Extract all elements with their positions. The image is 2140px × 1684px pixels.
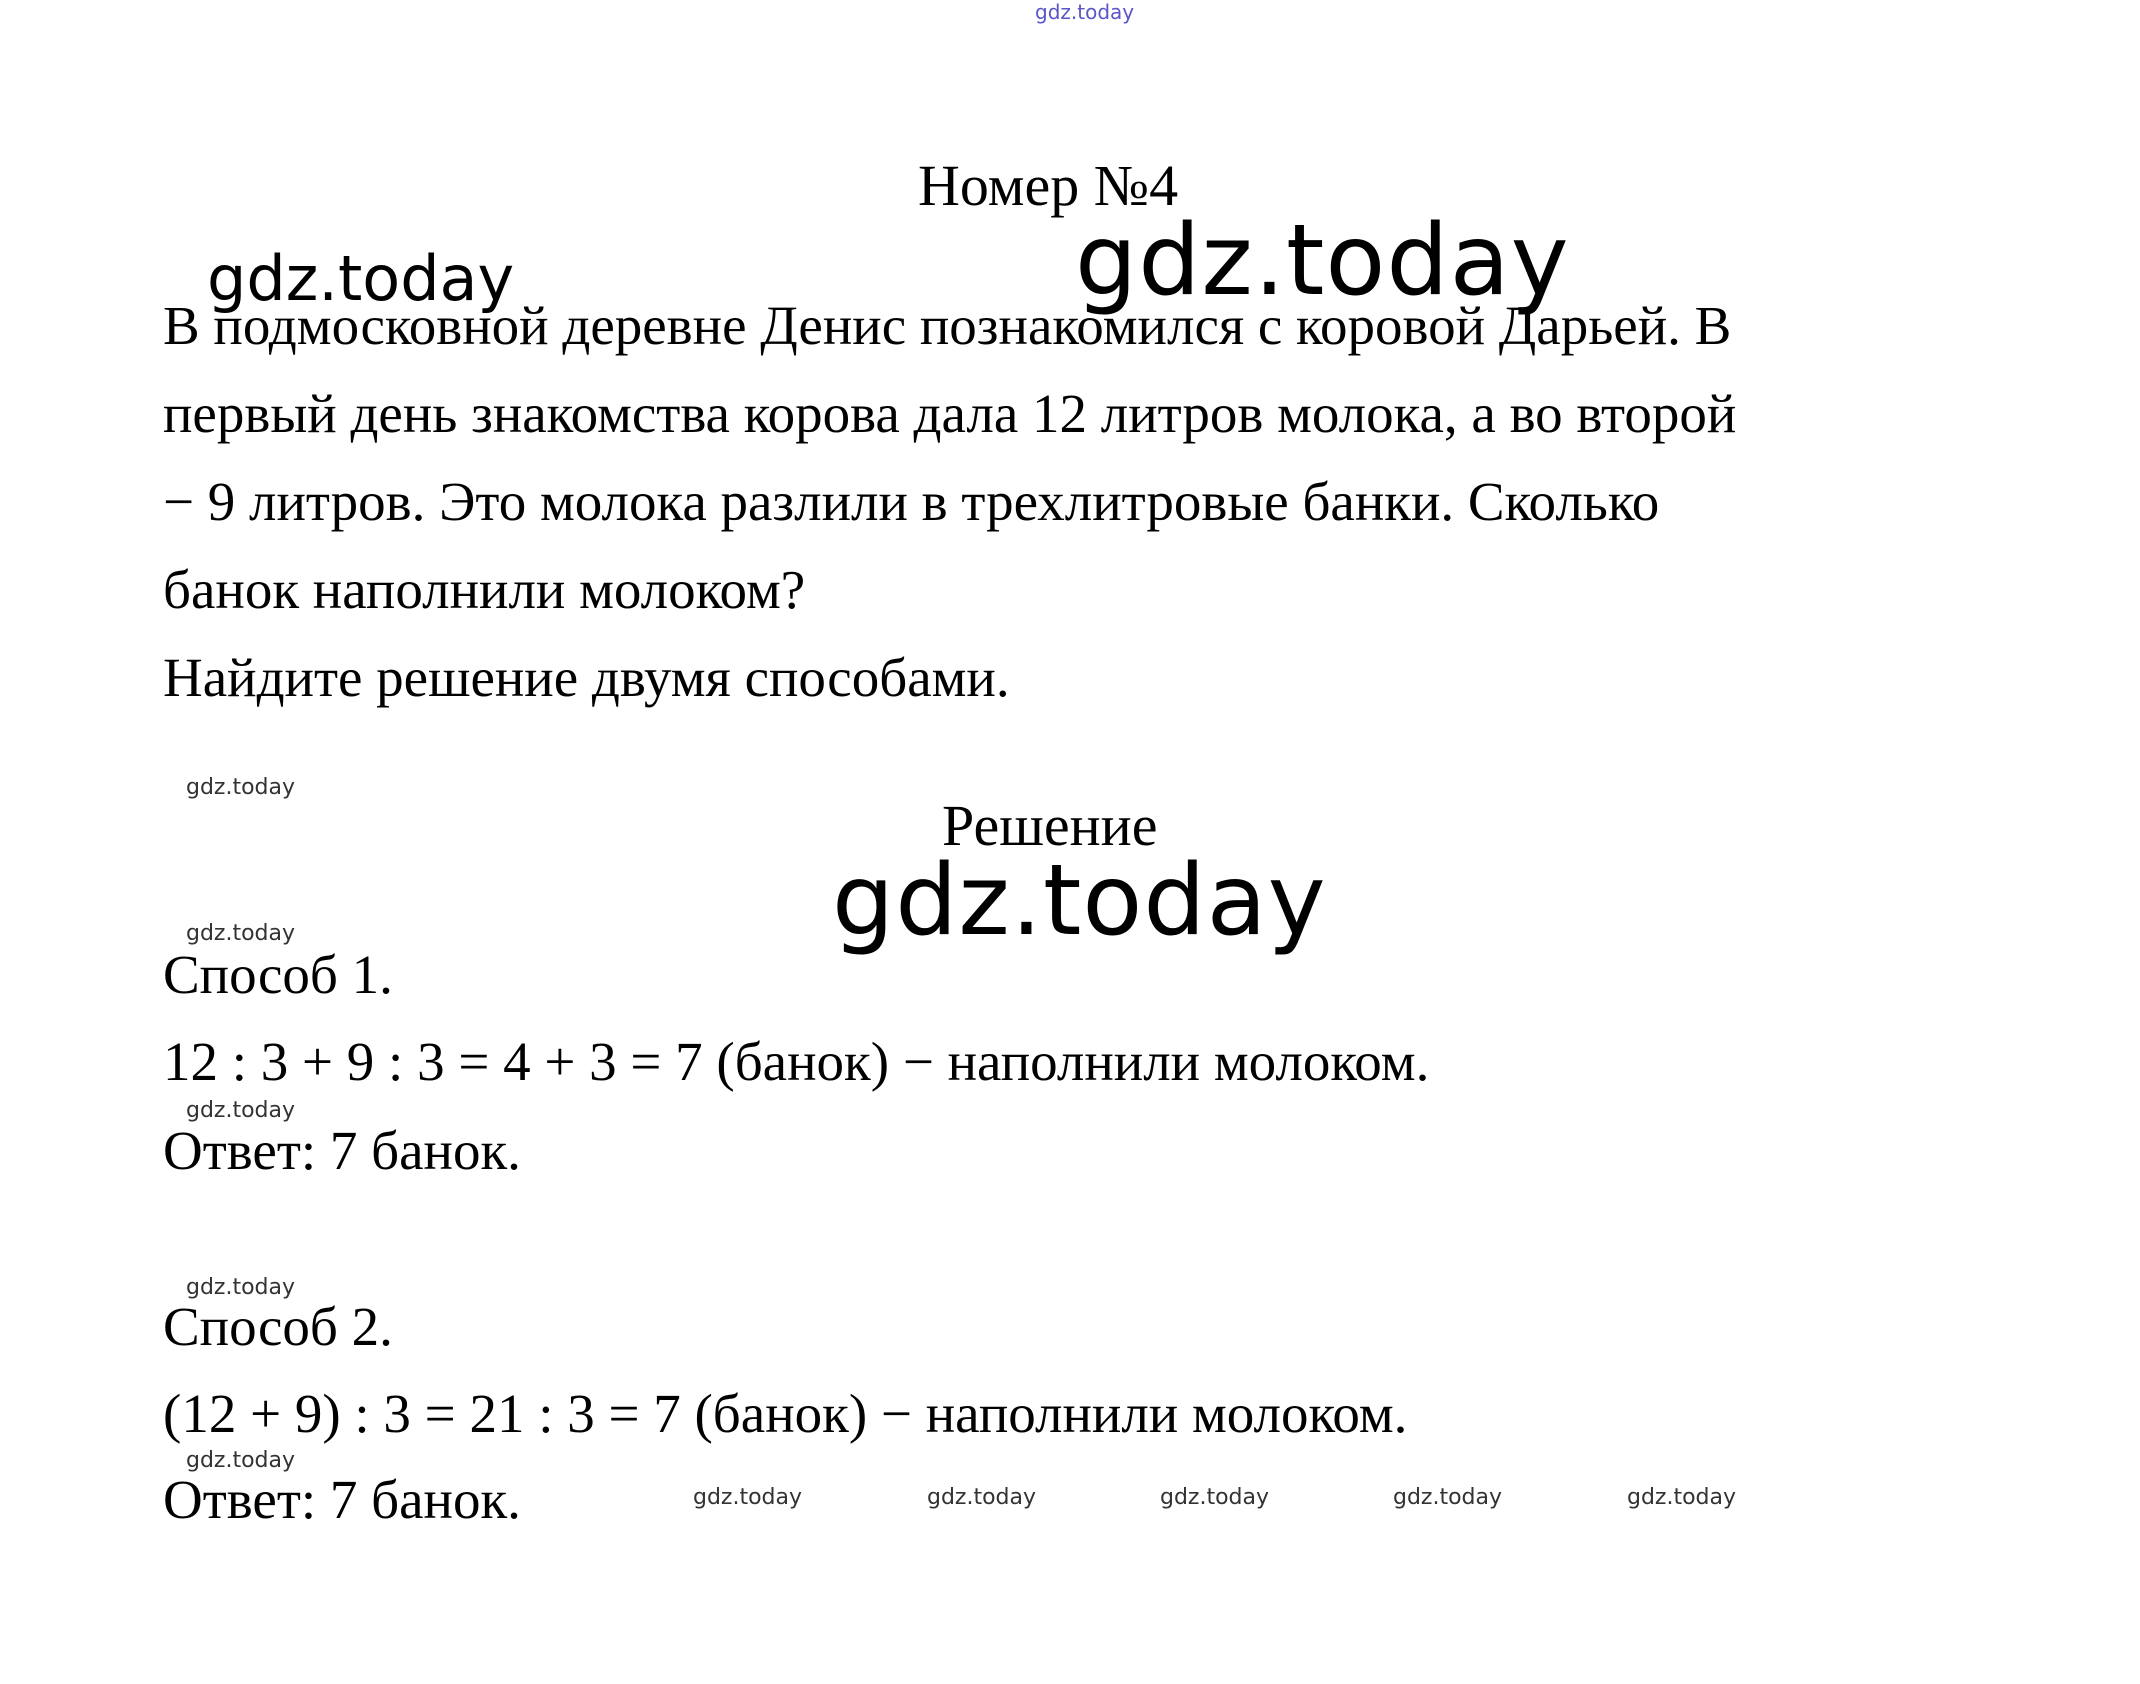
watermark-small: gdz.today [186,921,296,946]
solution-heading: Решение [942,793,1158,858]
problem-line: − 9 литров. Это молока разлили в трехлитровые банки. Сколько [163,471,1660,532]
method2-answer: Ответ: 7 банок. [163,1469,521,1530]
watermark-small: gdz.today [1160,1485,1270,1510]
watermark-small: gdz.today [927,1485,1037,1510]
watermark-small: gdz.today [1393,1485,1503,1510]
method1-label: Способ 1. [163,944,393,1005]
problem-line: первый день знакомства корова дала 12 литров молока, а во второй [163,383,1737,444]
watermark-top: gdz.today [1035,0,1135,24]
watermark-small: gdz.today [693,1485,803,1510]
watermark-large: gdz.today [832,844,1327,958]
method2-label: Способ 2. [163,1296,393,1357]
watermark-small: gdz.today [186,1448,296,1473]
page-title: Номер №4 [918,153,1179,218]
problem-line: Найдите решение двумя способами. [163,647,1010,708]
watermark-small: gdz.today [186,775,296,800]
method1-equation: 12 : 3 + 9 : 3 = 4 + 3 = 7 (банок) − наполнили молоком. [163,1031,1430,1092]
watermark-small: gdz.today [186,1098,296,1123]
problem-statement [163,282,1963,722]
watermark-small: gdz.today [186,1275,296,1300]
method1-answer: Ответ: 7 банок. [163,1120,521,1181]
method2-equation: (12 + 9) : 3 = 21 : 3 = 7 (банок) − наполнили молоком. [163,1383,1408,1444]
problem-line: банок наполнили молоком? [163,559,806,620]
watermark-small: gdz.today [1627,1485,1737,1510]
problem-line: В подмосковной деревне Денис познакомился с коровой Дарьей. В [163,295,1732,356]
watermark-large: gdz.today [1075,204,1570,318]
watermark-medium: gdz.today [207,242,515,315]
